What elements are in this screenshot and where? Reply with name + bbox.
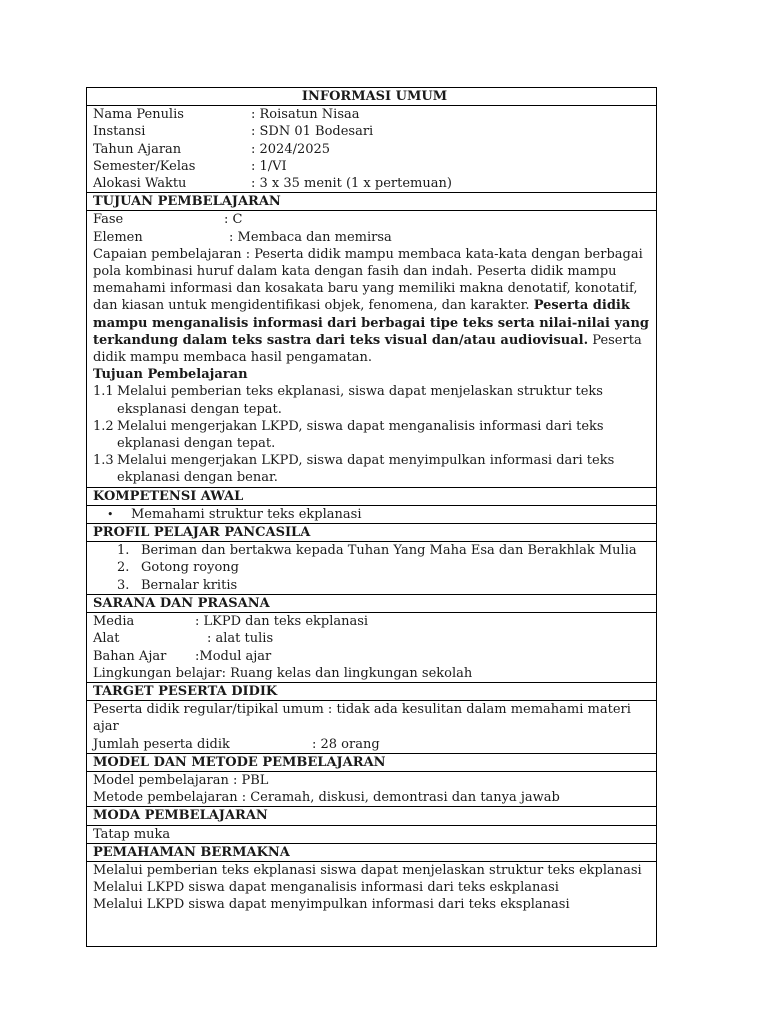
model-body [87, 771, 657, 806]
informasi-umum-body [87, 106, 657, 193]
section-model [87, 753, 657, 771]
list-item-text: Memahami struktur teks ekplanasi [131, 506, 362, 522]
capaian-text-end: Peserta didik mampu membaca hasil pengamatan. [93, 332, 642, 366]
info-value: : SDN 01 Bodesari [251, 124, 374, 140]
info-row-tahun-ajaran [93, 141, 656, 158]
info-row-nama-penulis [93, 106, 656, 123]
sarana-label: Alat [93, 631, 120, 647]
objective-item [93, 383, 656, 417]
jumlah-row [93, 736, 656, 753]
list-item-text: Beriman dan bertakwa kepada Tuhan Yang Maha Esa dan Berakhlak Mulia [141, 543, 637, 559]
info-row-semester-kelas [93, 158, 656, 175]
kompetensi-body [87, 505, 657, 523]
profil-body [87, 542, 657, 595]
section-title: MODA PEMBELAJARAN [87, 807, 657, 825]
sarana-body [87, 613, 657, 683]
section-title: PROFIL PELAJAR PANCASILA [87, 524, 657, 542]
section-title: INFORMASI UMUM [87, 88, 657, 106]
fase-row [93, 211, 656, 228]
sarana-label: Bahan Ajar [93, 648, 167, 664]
section-profil [87, 524, 657, 542]
info-label: Tahun Ajaran [93, 141, 182, 157]
elemen-row [93, 229, 656, 246]
list-item [93, 542, 656, 559]
pemahaman-body [87, 861, 657, 946]
pemahaman-line: Melalui pemberian teks ekplanasi siswa dapat menjelaskan struktur teks ekplanasi [93, 862, 642, 878]
objective-number: 1.1 [93, 384, 114, 400]
objective-item [93, 452, 656, 486]
list-number: 2. [117, 560, 130, 576]
sarana-row-bahan-ajar [93, 648, 656, 665]
objective-item [93, 418, 656, 452]
elemen-label: Elemen [93, 229, 143, 245]
list-item-text: Gotong royong [141, 560, 239, 576]
section-pemahaman [87, 843, 657, 861]
pemahaman-line: Melalui LKPD siswa dapat menyimpulkan informasi dari teks eksplanasi [93, 897, 570, 913]
jumlah-label: Jumlah peserta didik [93, 736, 230, 752]
moda-body [87, 825, 657, 843]
info-label: Alokasi Waktu [93, 176, 187, 192]
section-sarana [87, 594, 657, 612]
objective-text: Melalui pemberian teks ekplanasi, siswa dapat menjelaskan struktur teks eksplanasi dengan tepat. [117, 384, 603, 417]
info-label: Instansi [93, 124, 146, 140]
tujuan-body [87, 211, 657, 487]
info-label: Nama Penulis [93, 107, 184, 123]
model-text: Model pembelajaran : PBL [93, 772, 269, 788]
list-item [93, 506, 656, 523]
fase-label: Fase [93, 212, 124, 228]
section-moda [87, 807, 657, 825]
sarana-value: : alat tulis [207, 631, 274, 647]
list-item-text: Bernalar kritis [141, 577, 238, 593]
section-informasi-umum [87, 88, 657, 106]
info-value: : 3 x 35 menit (1 x pertemuan) [251, 176, 452, 192]
list-item [93, 577, 656, 594]
list-number: 1. [117, 543, 130, 559]
tujuan-subheading: Tujuan Pembelajaran [93, 367, 248, 383]
info-value: : Roisatun Nisaa [251, 107, 360, 123]
section-title: MODEL DAN METODE PEMBELAJARAN [87, 753, 657, 771]
section-title: SARANA DAN PRASANA [87, 594, 657, 612]
section-title: KOMPETENSI AWAL [87, 487, 657, 505]
info-label: Semester/Kelas [93, 158, 196, 174]
objective-text: Melalui mengerjakan LKPD, siswa dapat menyimpulkan informasi dari teks ekplanasi dengan benar. [117, 453, 615, 486]
objective-number: 1.2 [93, 418, 114, 434]
lesson-plan-table [86, 87, 657, 947]
list-number: 3. [117, 577, 130, 593]
info-row-instansi [93, 123, 656, 140]
target-regular-text: Peserta didik regular/tipikal umum : tidak ada kesulitan dalam memahami materi ajar [93, 702, 631, 735]
list-item [93, 559, 656, 576]
sarana-row-media [93, 613, 656, 630]
pemahaman-line: Melalui LKPD siswa dapat menganalisis informasi dari teks eskplanasi [93, 880, 559, 896]
info-row-alokasi-waktu [93, 175, 656, 192]
bullet-icon: • [107, 507, 114, 521]
sarana-row-alat [93, 630, 656, 647]
sarana-value: :Modul ajar [195, 648, 272, 664]
sarana-row-lingkungan [93, 665, 656, 682]
objective-text: Melalui mengerjakan LKPD, siswa dapat menganalisis informasi dari teks ekplanasi dengan tepat. [117, 418, 604, 452]
sarana-label: Media [93, 614, 135, 630]
section-kompetensi [87, 487, 657, 505]
capaian-paragraph [93, 246, 656, 366]
info-value: : 1/VI [251, 158, 287, 174]
section-title: PEMAHAMAN BERMAKNA [87, 843, 657, 861]
capaian-text: Capaian pembelajaran : Peserta didik mampu membaca kata-kata dengan berbagai pola kombinasi huruf dalam kata dengan fasih dan indah. Peserta didik mampu memahami informasi dan kosakata baru yang memiliki makna denotatif, konotatif, dan kiasan untuk mengidentifikasi objek, fenomena, dan karakter. [93, 246, 643, 314]
moda-value: Tatap muka [87, 825, 657, 843]
jumlah-value: : 28 orang [312, 736, 380, 752]
objective-number: 1.3 [93, 453, 114, 469]
section-title: TUJUAN PEMBELAJARAN [87, 193, 657, 211]
info-value: : 2024/2025 [251, 141, 331, 157]
section-target [87, 682, 657, 700]
section-title: TARGET PESERTA DIDIK [87, 682, 657, 700]
metode-text: Metode pembelajaran : Ceramah, diskusi, demontrasi dan tanya jawab [93, 790, 560, 806]
elemen-value: : Membaca dan memirsa [229, 229, 392, 245]
capaian-bold-text: Peserta didik mampu menganalisis informasi dari berbagai tipe teks serta nilai-nilai yang terkandung dalam teks sastra dari teks visual dan/atau audiovisual. [93, 298, 650, 348]
sarana-value: : LKPD dan teks ekplanasi [195, 614, 369, 630]
sarana-label: Lingkungan belajar [93, 665, 222, 681]
target-body [87, 701, 657, 754]
section-tujuan [87, 193, 657, 211]
fase-value: : C [224, 212, 243, 228]
sarana-value: : Ruang kelas dan lingkungan sekolah [221, 665, 473, 681]
